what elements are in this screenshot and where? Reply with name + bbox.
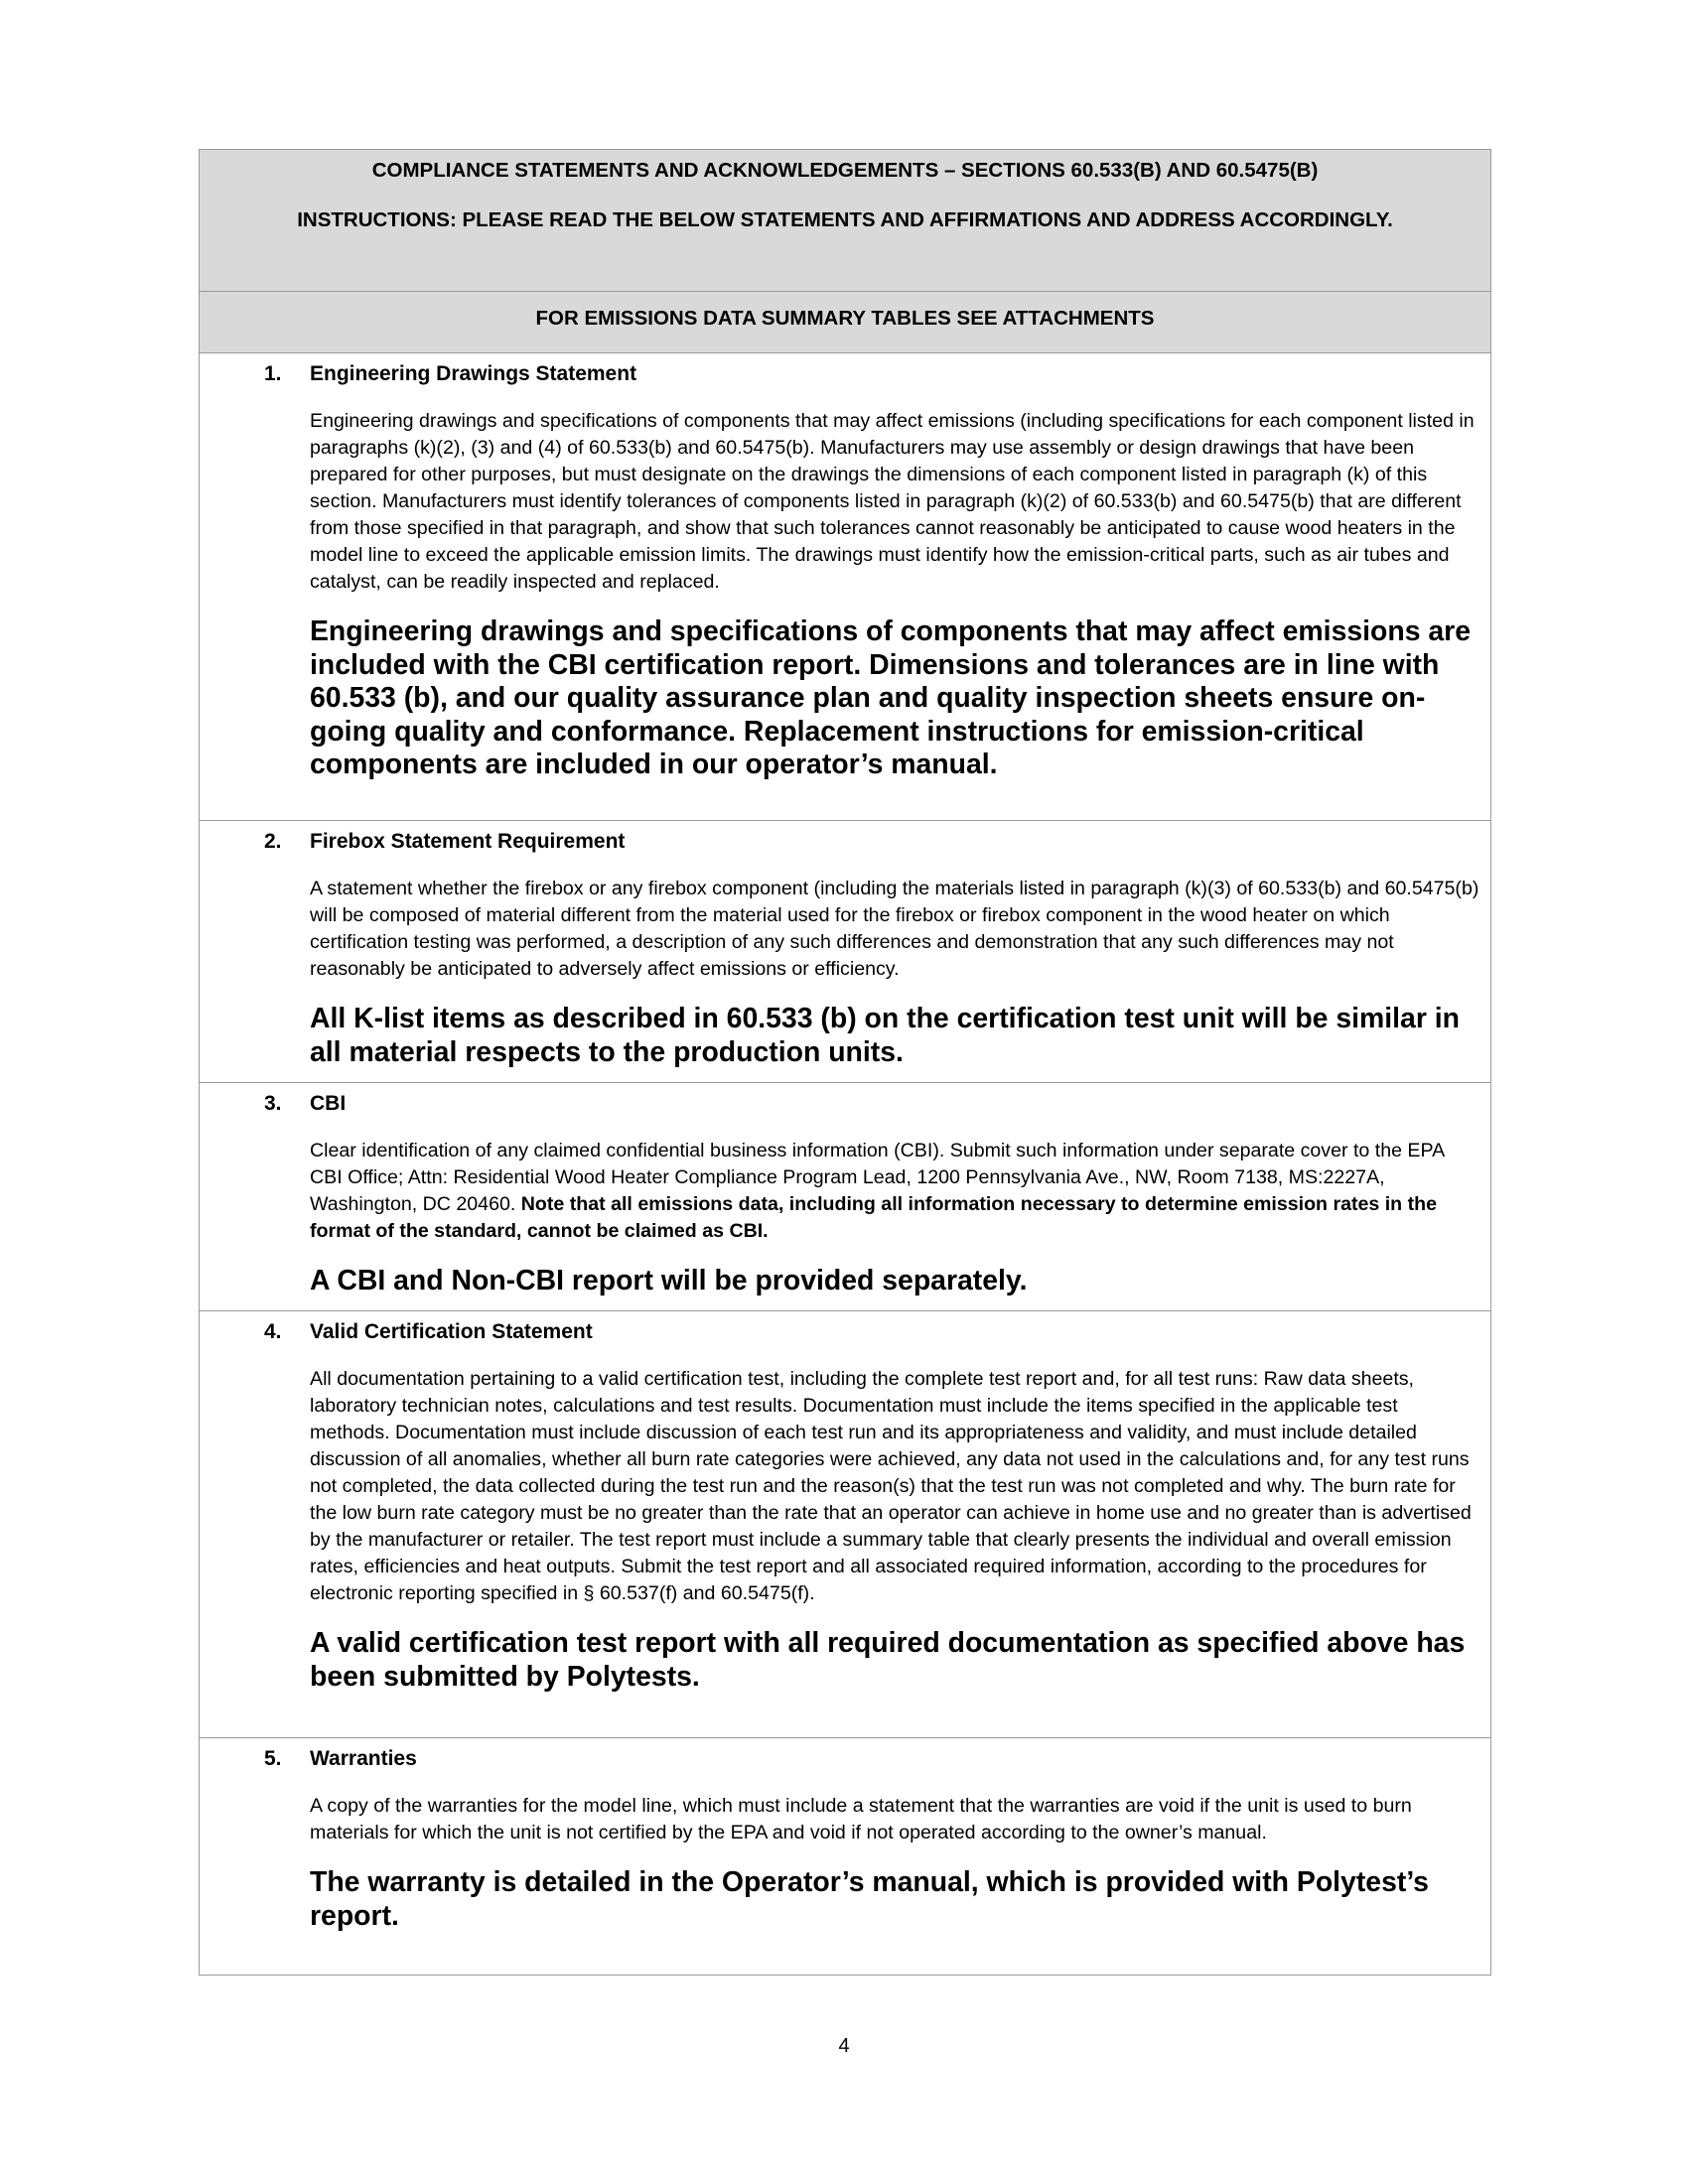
section-row-2 bbox=[200, 821, 1490, 1083]
section-heading: Warranties bbox=[310, 1747, 417, 1770]
section-number: 5. bbox=[264, 1747, 282, 1770]
section-body: All documentation pertaining to a valid certification test, including the complete test report and, for all test runs: Raw data sheets, laboratory technician notes, calculations and test results. Documentation must include the items specified in the applicable test methods. Documentation must include discussion of each test run and its appropriateness and validity, and must include detailed discussion of all anomalies, whether all burn rate categories were achieved, any data not used in the calculations and, for any test runs not completed, the data collected during the test run and the reason(s) that the test run was not completed and why. The burn rate for the low burn rate category must be no greater than the rate that an operator can achieve in home use and no greater than is advertised by the manufacturer or retailer. The test report must include a summary table that clearly presents the individual and overall emission rates, efficiencies and heat outputs. Submit the test report and all associated required information, according to the procedures for electronic reporting specified in § 60.537(f) and 60.5475(f). bbox=[310, 1368, 1472, 1604]
section-row-3 bbox=[200, 1083, 1490, 1311]
table-title: COMPLIANCE STATEMENTS AND ACKNOWLEDGEMENTS – SECTIONS 60.533(B) AND 60.5475(B) bbox=[371, 159, 1319, 182]
compliance-table bbox=[199, 149, 1491, 1976]
section-answer: The warranty is detailed in the Operator’s manual, which is provided with Polytest’s report. bbox=[310, 1866, 1429, 1932]
section-answer: A CBI and Non-CBI report will be provided separately. bbox=[310, 1265, 1028, 1297]
table-header bbox=[200, 150, 1490, 292]
instructions-text: INSTRUCTIONS: PLEASE READ THE BELOW STATEMENTS AND AFFIRMATIONS AND ADDRESS ACCORDINGLY. bbox=[297, 208, 1393, 231]
section-heading: Firebox Statement Requirement bbox=[310, 830, 626, 853]
section-answer: Engineering drawings and specifications of components that may affect emissions are included with the CBI certification report. Dimensions and tolerances are in line with 60.533 (b), and our quality assurance plan and quality inspection sheets ensure on-going quality and conformance. Replacement instructions for emission-critical components are included in our operator’s manual. bbox=[310, 615, 1472, 780]
section-row-5 bbox=[200, 1738, 1490, 1975]
section-number: 1. bbox=[264, 362, 282, 385]
section-row-4 bbox=[200, 1311, 1490, 1738]
section-answer: All K-list items as described in 60.533 (b) on the certification test unit will be similar in all material respects to the production units. bbox=[310, 1003, 1460, 1068]
page-number: 4 bbox=[838, 2035, 850, 2057]
section-body: Engineering drawings and specifications of components that may affect emissions (including specifications for each component listed in paragraphs (k)(2), (3) and (4) of 60.533(b) and 60.5475(b). Manufacturers may use assembly or design drawings that have been prepared for other purposes, but must designate on the drawings the dimensions of each component listed in paragraph (k) of this section. Manufacturers must identify tolerances of components listed in paragraph (k)(2) of 60.533(b) and 60.5475(b) that are different from those specified in that paragraph, and show that such tolerances cannot reasonably be anticipated to cause wood heaters in the model line to exceed the applicable emission limits. The drawings must identify how the emission-critical parts, such as air tubes and catalyst, can be readily inspected and replaced. bbox=[310, 410, 1475, 593]
section-number: 4. bbox=[264, 1320, 282, 1343]
section-body: Clear identification of any claimed confidential business information (CBI). Submit such information under separate cover to the EPA CBI Office; Attn: Residential Wood Heater Compliance Program Lead, 1200 Pennsylvania Ave., NW, Room 7138, MS:2227A, Washington, DC 20460. Note that all emissions data, including all information necessary to determine emission rates in the format of the standard, cannot be claimed as CBI. bbox=[310, 1140, 1445, 1242]
section-number: 2. bbox=[264, 830, 282, 853]
section-body: A copy of the warranties for the model line, which must include a statement that the warranties are void if the unit is used to burn materials for which the unit is not certified by the EPA and void if not operated according to the owner’s manual. bbox=[310, 1795, 1412, 1843]
section-row-1 bbox=[200, 353, 1490, 821]
section-heading: Engineering Drawings Statement bbox=[310, 362, 637, 385]
section-heading: Valid Certification Statement bbox=[310, 1320, 593, 1343]
section-heading: CBI bbox=[310, 1092, 347, 1115]
attachments-note: FOR EMISSIONS DATA SUMMARY TABLES SEE ATTACHMENTS bbox=[200, 292, 1490, 353]
section-body: A statement whether the firebox or any firebox component (including the materials listed in paragraph (k)(3) of 60.533(b) and 60.5475(b) will be composed of material different from the material used for the firebox or firebox component in the wood heater on which certification testing was performed, a description of any such differences and demonstration that any such differences may not reasonably be anticipated to adversely affect emissions or efficiency. bbox=[310, 878, 1479, 980]
section-answer: A valid certification test report with all required documentation as specified above has been submitted by Polytests. bbox=[310, 1627, 1466, 1693]
section-number: 3. bbox=[264, 1092, 282, 1115]
